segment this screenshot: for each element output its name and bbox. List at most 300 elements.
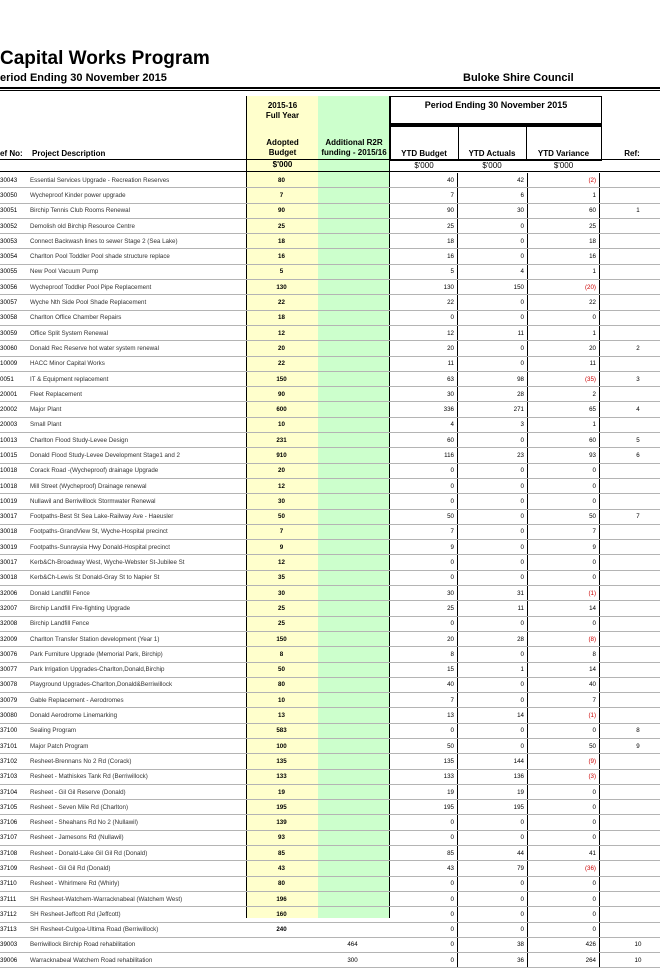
table-row: [0, 815, 660, 830]
ytd-budget-cell: 22: [388, 295, 458, 310]
adopted-budget-cell: 195: [246, 800, 317, 815]
note-ref-cell: [600, 815, 660, 830]
ytd-actuals-cell: 44: [458, 846, 528, 861]
ytd-variance-cell: 0: [528, 800, 600, 815]
table-row: [0, 173, 660, 188]
adopted-budget-cell: 10: [246, 417, 317, 432]
ytd-actuals-cell: 3: [458, 417, 528, 432]
adopted-budget-cell: 150: [246, 371, 317, 386]
ytd-actuals-cell: 38: [458, 937, 528, 952]
period-group-label: Period Ending 30 November 2015: [391, 100, 601, 110]
note-ref-cell: [600, 846, 660, 861]
description-cell: Charlton Office Chamber Repairs: [30, 310, 246, 325]
r2r-funding-cell: [317, 922, 388, 937]
ref-cell: 20003: [0, 417, 30, 432]
adopted-budget-cell: 22: [246, 356, 317, 371]
ytd-variance-cell: 0: [528, 876, 600, 891]
note-ref-cell: [600, 494, 660, 509]
ytd-actuals-cell: 0: [458, 295, 528, 310]
note-ref-cell: [600, 173, 660, 188]
adopted-budget-cell: [246, 953, 317, 968]
ref-cell: 30017: [0, 555, 30, 570]
adopted-budget-cell: 910: [246, 448, 317, 463]
ytd-variance-cell: 25: [528, 218, 600, 233]
note-ref-cell: [600, 647, 660, 662]
ytd-actuals-cell: 4: [458, 264, 528, 279]
ref-cell: 30079: [0, 693, 30, 708]
r2r-funding-cell: [317, 800, 388, 815]
ref-cell: 37100: [0, 723, 30, 738]
adopted-budget-cell: 25: [246, 601, 317, 616]
ytd-budget-cell: 13: [388, 708, 458, 723]
r2r-funding-cell: [317, 249, 388, 264]
ytd-variance-cell: (20): [528, 280, 600, 295]
note-ref-cell: [600, 463, 660, 478]
adopted-budget-cell: 240: [246, 922, 317, 937]
note-ref-cell: [600, 387, 660, 402]
adopted-budget-cell: 10: [246, 693, 317, 708]
note-ref-cell: [600, 754, 660, 769]
note-ref-cell: [600, 570, 660, 585]
adopted-budget-cell: 25: [246, 218, 317, 233]
ytd-variance-cell: 40: [528, 677, 600, 692]
table-row: [0, 448, 660, 463]
note-ref-cell: [600, 769, 660, 784]
ytd-variance-cell: 0: [528, 830, 600, 845]
adopted-budget-cell: 90: [246, 203, 317, 218]
ytd-variance-cell: 50: [528, 738, 600, 753]
r2r-funding-cell: 464: [317, 937, 388, 952]
ytd-budget-cell: 40: [388, 677, 458, 692]
ref-cell: 30018: [0, 524, 30, 539]
table-row: [0, 249, 660, 264]
ytd-variance-cell: 426: [528, 937, 600, 952]
description-cell: Resheet - Mathiskes Tank Rd (Berriwillock): [30, 769, 246, 784]
note-ref-cell: [600, 662, 660, 677]
ytd-actuals-unit: $'000: [458, 161, 526, 170]
description-cell: SH Resheet-Jeffcott Rd (Jeffcott): [30, 907, 246, 922]
r2r-funding-cell: [317, 738, 388, 753]
description-cell: Park Furniture Upgrade (Memorial Park, Birchip): [30, 647, 246, 662]
ytd-actuals-header: YTD Actuals: [458, 149, 526, 159]
ytd-variance-cell: 7: [528, 524, 600, 539]
ytd-actuals-cell: 0: [458, 677, 528, 692]
ytd-budget-cell: 25: [388, 218, 458, 233]
table-row: [0, 754, 660, 769]
ytd-budget-cell: 16: [388, 249, 458, 264]
description-cell: Resheet - Whirlmere Rd (Whirly): [30, 876, 246, 891]
ytd-variance-cell: 18: [528, 234, 600, 249]
note-ref-cell: [600, 907, 660, 922]
r2r-funding-cell: [317, 754, 388, 769]
r2r-funding-cell: [317, 830, 388, 845]
description-cell: Kerb&Ch-Lewis St Donald-Gray St to Napier St: [30, 570, 246, 585]
ytd-budget-cell: 0: [388, 723, 458, 738]
adopted-budget-cell: 50: [246, 509, 317, 524]
ytd-actuals-cell: 0: [458, 249, 528, 264]
ytd-actuals-cell: 0: [458, 922, 528, 937]
adopted-budget-cell: 19: [246, 784, 317, 799]
r2r-funding-cell: [317, 356, 388, 371]
r2r-funding-cell: [317, 540, 388, 555]
ytd-variance-cell: (2): [528, 173, 600, 188]
ref-cell: 37108: [0, 846, 30, 861]
table-row: [0, 846, 660, 861]
ytd-variance-cell: 14: [528, 601, 600, 616]
description-cell: Birchip Landfill Fire-fighting Upgrade: [30, 601, 246, 616]
ytd-actuals-cell: 0: [458, 830, 528, 845]
ref-cell: 37111: [0, 891, 30, 906]
ref-cell: 30080: [0, 708, 30, 723]
table-row: [0, 586, 660, 601]
note-ref-cell: [600, 218, 660, 233]
description-cell: Small Plant: [30, 417, 246, 432]
r2r-funding-cell: [317, 662, 388, 677]
table-row: [0, 861, 660, 876]
ytd-actuals-cell: 0: [458, 815, 528, 830]
note-ref-cell: [600, 922, 660, 937]
note-ref-cell: 1: [600, 203, 660, 218]
note-ref-cell: 3: [600, 371, 660, 386]
ref-cell: 32009: [0, 631, 30, 646]
table-row: [0, 280, 660, 295]
ytd-actuals-cell: 36: [458, 953, 528, 968]
ytd-variance-cell: 0: [528, 570, 600, 585]
r2r-funding-cell: [317, 784, 388, 799]
note-ref-cell: [600, 524, 660, 539]
ytd-variance-cell: 16: [528, 249, 600, 264]
ytd-actuals-cell: 19: [458, 784, 528, 799]
header-unit-rule: [0, 171, 660, 172]
r2r-funding-cell: 300: [317, 953, 388, 968]
adopted-budget-cell: 12: [246, 478, 317, 493]
note-ref-cell: [600, 784, 660, 799]
note-ref-cell: 7: [600, 509, 660, 524]
ytd-budget-cell: 0: [388, 937, 458, 952]
ytd-actuals-cell: 31: [458, 586, 528, 601]
adopted-budget-cell: 583: [246, 723, 317, 738]
description-cell: Office Split System Renewal: [30, 325, 246, 340]
note-ref-cell: [600, 540, 660, 555]
ytd-variance-cell: 0: [528, 478, 600, 493]
description-cell: Sealing Program: [30, 723, 246, 738]
note-ref-cell: [600, 601, 660, 616]
description-header: Project Description: [32, 149, 105, 159]
ytd-variance-cell: 22: [528, 295, 600, 310]
ytd-variance-cell: 0: [528, 891, 600, 906]
ytd-budget-cell: 43: [388, 861, 458, 876]
ref-cell: 30060: [0, 341, 30, 356]
r2r-funding-cell: [317, 708, 388, 723]
ref-cell: 10019: [0, 494, 30, 509]
table-row: [0, 433, 660, 448]
r2r-funding-cell: [317, 509, 388, 524]
ref-cell: 30053: [0, 234, 30, 249]
header-rule-thin: [0, 90, 660, 91]
note-ref-cell: 9: [600, 738, 660, 753]
description-cell: Donald Aerodrome Linemarking: [30, 708, 246, 723]
adopted-budget-cell: 25: [246, 616, 317, 631]
ytd-actuals-cell: 0: [458, 723, 528, 738]
note-ref-cell: [600, 478, 660, 493]
adopted-budget-cell: 80: [246, 876, 317, 891]
ytd-variance-cell: (1): [528, 586, 600, 601]
ytd-budget-cell: 30: [388, 586, 458, 601]
ytd-budget-cell: 50: [388, 509, 458, 524]
description-cell: Resheet - Seven Mile Rd (Charlton): [30, 800, 246, 815]
r2r-funding-cell: [317, 555, 388, 570]
ref-cell: 30058: [0, 310, 30, 325]
ytd-budget-cell: 30: [388, 387, 458, 402]
description-cell: Fleet Replacement: [30, 387, 246, 402]
table-row: [0, 723, 660, 738]
description-cell: Resheet - Donald-Lake Gil Gil Rd (Donald): [30, 846, 246, 861]
ytd-actuals-cell: 0: [458, 540, 528, 555]
ytd-actuals-cell: 271: [458, 402, 528, 417]
description-cell: Major Patch Program: [30, 738, 246, 753]
table-row: [0, 784, 660, 799]
r2r-funding-cell: [317, 570, 388, 585]
ytd-variance-cell: 1: [528, 188, 600, 203]
ytd-variance-cell: 60: [528, 433, 600, 448]
adopted-budget-cell: 43: [246, 861, 317, 876]
ytd-variance-cell: 20: [528, 341, 600, 356]
table-row: [0, 616, 660, 631]
council-name: Buloke Shire Council: [463, 72, 574, 84]
description-cell: Charlton Pool Toddler Pool shade structure replace: [30, 249, 246, 264]
ytd-variance-cell: 41: [528, 846, 600, 861]
adopted-budget-cell: 600: [246, 402, 317, 417]
ytd-actuals-cell: 1: [458, 662, 528, 677]
table-row: [0, 738, 660, 753]
ref-cell: 37103: [0, 769, 30, 784]
ref-cell: 30076: [0, 647, 30, 662]
ytd-budget-unit: $'000: [390, 161, 458, 170]
table-row: [0, 830, 660, 845]
ref-cell: 37113: [0, 922, 30, 937]
note-ref-cell: [600, 325, 660, 340]
adopted-budget-cell: 93: [246, 830, 317, 845]
ref-cell: 10009: [0, 356, 30, 371]
ref-cell: 10015: [0, 448, 30, 463]
adopted-budget-cell: 30: [246, 494, 317, 509]
ytd-actuals-cell: 0: [458, 341, 528, 356]
ref-cell: 30019: [0, 540, 30, 555]
ytd-actuals-cell: 0: [458, 891, 528, 906]
adopted-budget-cell: 18: [246, 234, 317, 249]
adopted-budget-cell: 8: [246, 647, 317, 662]
ref-cell: 39003: [0, 937, 30, 952]
description-cell: Footpaths-Best St Sea Lake-Railway Ave - Haeusler: [30, 509, 246, 524]
ref-cell: 30054: [0, 249, 30, 264]
adopted-budget-cell: 30: [246, 586, 317, 601]
ytd-actuals-cell: 0: [458, 509, 528, 524]
table-row: [0, 555, 660, 570]
note-ref-cell: [600, 891, 660, 906]
ytd-budget-cell: 0: [388, 953, 458, 968]
table-row: [0, 325, 660, 340]
ytd-budget-cell: 130: [388, 280, 458, 295]
adopted-budget-cell: 20: [246, 341, 317, 356]
ytd-actuals-cell: 0: [458, 433, 528, 448]
description-cell: SH Resheet-Watchem-Warracknabeal (Watchem West): [30, 891, 246, 906]
ytd-budget-cell: 0: [388, 555, 458, 570]
table-row: [0, 356, 660, 371]
ytd-budget-cell: 7: [388, 188, 458, 203]
table-row: [0, 922, 660, 937]
description-cell: Warracknabeal Watchem Road rehabilitation: [30, 953, 246, 968]
r2r-funding-cell: [317, 325, 388, 340]
ytd-variance-cell: 0: [528, 922, 600, 937]
ytd-variance-cell: (9): [528, 754, 600, 769]
ytd-variance-cell: 0: [528, 723, 600, 738]
table-row: [0, 218, 660, 233]
ytd-actuals-cell: 150: [458, 280, 528, 295]
ytd-actuals-cell: 0: [458, 907, 528, 922]
adopted-budget-cell: 7: [246, 188, 317, 203]
ytd-budget-cell: 0: [388, 922, 458, 937]
description-cell: Charlton Transfer Station development (Year 1): [30, 631, 246, 646]
note-ref-cell: [600, 280, 660, 295]
r2r-funding-cell: [317, 907, 388, 922]
note-ref-cell: [600, 586, 660, 601]
ytd-budget-cell: 20: [388, 341, 458, 356]
description-cell: Resheet - Jamesons Rd (Nullawil): [30, 830, 246, 845]
capital-works-rows: [0, 173, 660, 968]
table-row: [0, 907, 660, 922]
ytd-variance-cell: 9: [528, 540, 600, 555]
note-ref-cell: 5: [600, 433, 660, 448]
r2r-funding-cell: [317, 693, 388, 708]
table-row: [0, 631, 660, 646]
ytd-variance-cell: 0: [528, 555, 600, 570]
ytd-budget-cell: 0: [388, 891, 458, 906]
ref-cell: 30078: [0, 677, 30, 692]
ref-cell: 30055: [0, 264, 30, 279]
table-row: [0, 264, 660, 279]
adopted-budget-cell: 9: [246, 540, 317, 555]
description-cell: Corack Road -(Wycheproof) drainage Upgrade: [30, 463, 246, 478]
ref-no-header: ef No:: [0, 149, 23, 159]
ytd-actuals-cell: 0: [458, 876, 528, 891]
ytd-actuals-cell: 6: [458, 188, 528, 203]
ref-cell: 37105: [0, 800, 30, 815]
r2r-funding-cell: [317, 846, 388, 861]
ref-cell: 32007: [0, 601, 30, 616]
ytd-budget-cell: 0: [388, 876, 458, 891]
description-cell: Wycheproof Toddler Pool Pipe Replacement: [30, 280, 246, 295]
ytd-budget-cell: 133: [388, 769, 458, 784]
adopted-budget-cell: 80: [246, 173, 317, 188]
table-row: [0, 891, 660, 906]
ref-cell: 30051: [0, 203, 30, 218]
ytd-budget-cell: 15: [388, 662, 458, 677]
ref-cell: 30050: [0, 188, 30, 203]
ytd-variance-cell: (8): [528, 631, 600, 646]
ytd-budget-cell: 0: [388, 310, 458, 325]
r2r-funding-cell: [317, 295, 388, 310]
r2r-header: Additional R2R funding - 2015/16: [318, 138, 390, 158]
adopted-budget-cell: 80: [246, 677, 317, 692]
r2r-funding-cell: [317, 601, 388, 616]
ytd-budget-cell: 336: [388, 402, 458, 417]
note-ref-header: Ref:: [612, 149, 652, 159]
description-cell: Resheet - Gil Gil Rd (Donald): [30, 861, 246, 876]
ytd-variance-cell: 14: [528, 662, 600, 677]
r2r-funding-cell: [317, 861, 388, 876]
ytd-budget-cell: 195: [388, 800, 458, 815]
ytd-actuals-cell: 28: [458, 387, 528, 402]
ytd-actuals-cell: 0: [458, 310, 528, 325]
ytd-actuals-cell: 42: [458, 173, 528, 188]
table-row: [0, 188, 660, 203]
table-row: [0, 769, 660, 784]
table-row: [0, 478, 660, 493]
ytd-budget-cell: 60: [388, 433, 458, 448]
ytd-actuals-cell: 23: [458, 448, 528, 463]
ytd-budget-cell: 0: [388, 478, 458, 493]
adopted-budget-cell: [246, 937, 317, 952]
header-bottom-rule: [0, 159, 660, 160]
note-ref-cell: [600, 631, 660, 646]
ref-cell: 10018: [0, 478, 30, 493]
adopted-budget-cell: 20: [246, 463, 317, 478]
ref-cell: 0051: [0, 371, 30, 386]
ytd-actuals-cell: 0: [458, 693, 528, 708]
ytd-variance-cell: 2: [528, 387, 600, 402]
table-row: [0, 417, 660, 432]
r2r-funding-cell: [317, 371, 388, 386]
r2r-funding-cell: [317, 341, 388, 356]
adopted-budget-cell: 22: [246, 295, 317, 310]
ytd-actuals-cell: 0: [458, 570, 528, 585]
note-ref-cell: [600, 876, 660, 891]
ref-cell: 30077: [0, 662, 30, 677]
ref-cell: 37109: [0, 861, 30, 876]
description-cell: Donald Landfill Fence: [30, 586, 246, 601]
r2r-funding-cell: [317, 310, 388, 325]
adopted-budget-cell: 12: [246, 325, 317, 340]
adopted-budget-cell: 12: [246, 555, 317, 570]
description-cell: Charlton Flood Study-Levee Design: [30, 433, 246, 448]
adopted-budget-cell: 160: [246, 907, 317, 922]
ref-cell: 37106: [0, 815, 30, 830]
adopted-budget-cell: 13: [246, 708, 317, 723]
ytd-variance-cell: (1): [528, 708, 600, 723]
ytd-budget-cell: 40: [388, 173, 458, 188]
table-row: [0, 524, 660, 539]
adopted-budget-cell: 35: [246, 570, 317, 585]
ytd-budget-cell: 12: [388, 325, 458, 340]
note-ref-cell: 4: [600, 402, 660, 417]
adopted-budget-cell: 90: [246, 387, 317, 402]
ref-cell: 37101: [0, 738, 30, 753]
r2r-funding-cell: [317, 234, 388, 249]
r2r-funding-cell: [317, 478, 388, 493]
description-cell: Birchip Landfill Fence: [30, 616, 246, 631]
adopted-budget-cell: 7: [246, 524, 317, 539]
table-row: [0, 341, 660, 356]
r2r-funding-cell: [317, 280, 388, 295]
table-row: [0, 677, 660, 692]
adopted-budget-cell: 85: [246, 846, 317, 861]
r2r-funding-cell: [317, 631, 388, 646]
ytd-actuals-cell: 0: [458, 218, 528, 233]
description-cell: Demolish old Birchip Resource Centre: [30, 218, 246, 233]
description-cell: Resheet-Brennans No 2 Rd (Corack): [30, 754, 246, 769]
adopted-budget-cell: 50: [246, 662, 317, 677]
ytd-budget-cell: 0: [388, 494, 458, 509]
